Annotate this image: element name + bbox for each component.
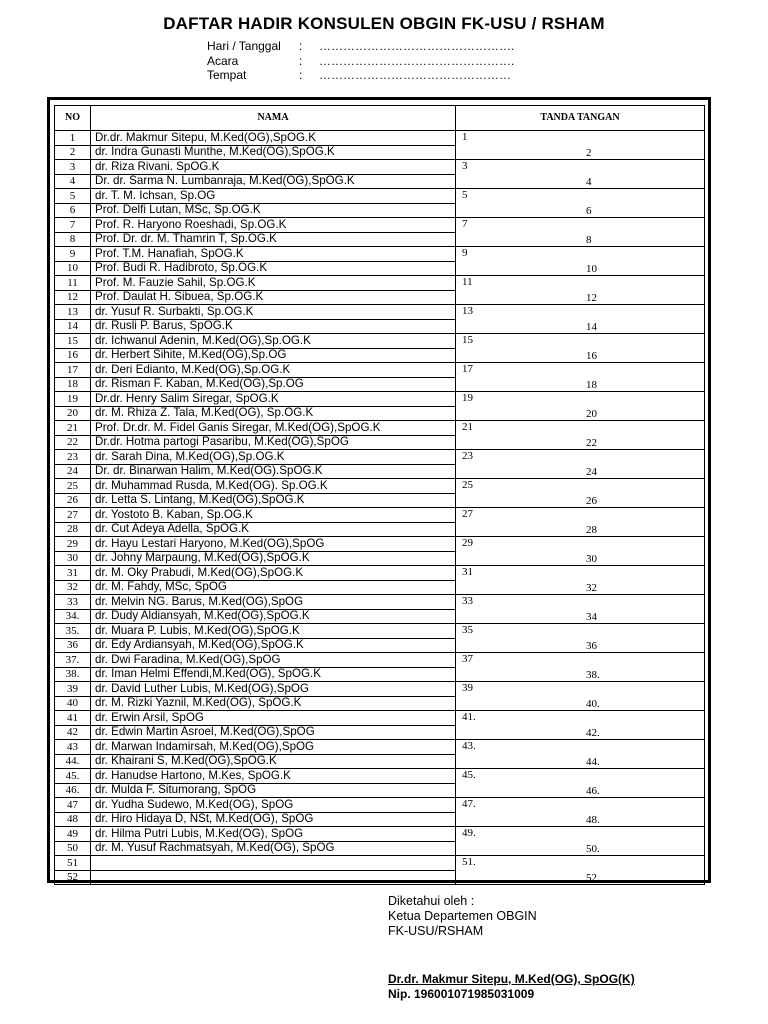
- meta-dots: ………………………………………….: [319, 53, 515, 68]
- row-number: 12: [55, 290, 91, 305]
- row-name: dr. Hilma Putri Lubis, M.Ked(OG), SpOG: [91, 827, 456, 842]
- signature-cell[interactable]: [456, 189, 705, 218]
- signature-slot-number: 18: [586, 379, 597, 391]
- signature-slot-number: 51.: [462, 856, 476, 868]
- signature-slot-number: 28: [586, 524, 597, 536]
- table-row: [55, 479, 705, 494]
- row-name: dr. David Luther Lubis, M.Ked(OG),SpOG: [91, 682, 456, 697]
- row-name: dr. Riza Rivani. SpOG.K: [91, 160, 456, 175]
- table-row: [55, 740, 705, 755]
- row-number: 43: [55, 740, 91, 755]
- table-row: [55, 160, 705, 175]
- signature-slot-number: 32: [586, 582, 597, 594]
- signature-cell[interactable]: [456, 653, 705, 682]
- row-number: 34.: [55, 609, 91, 624]
- signature-cell[interactable]: [456, 305, 705, 334]
- header-tanda-tangan: TANDA TANGAN: [456, 106, 705, 131]
- table-row: [55, 827, 705, 842]
- row-number: 31: [55, 566, 91, 581]
- acknowledgement-block: [388, 894, 537, 939]
- row-name: dr. Melvin NG. Barus, M.Ked(OG),SpOG: [91, 595, 456, 610]
- row-number: 35.: [55, 624, 91, 639]
- row-name: dr. Letta S. Lintang, M.Ked(OG),SpOG.K: [91, 493, 456, 508]
- signature-slot-number: 8: [586, 234, 592, 246]
- signature-cell[interactable]: [456, 247, 705, 276]
- signature-cell[interactable]: [456, 276, 705, 305]
- row-number: 30: [55, 551, 91, 566]
- signature-slot-number: 11: [462, 276, 473, 288]
- row-number: 28: [55, 522, 91, 537]
- row-number: 44.: [55, 754, 91, 769]
- table-row: [55, 247, 705, 262]
- signature-cell[interactable]: [456, 218, 705, 247]
- row-number: 15: [55, 334, 91, 349]
- row-number: 41: [55, 711, 91, 726]
- signature-slot-number: 29: [462, 537, 473, 549]
- row-number: 38.: [55, 667, 91, 682]
- signature-cell[interactable]: [456, 421, 705, 450]
- row-name: dr. Rusli P. Barus, SpOG.K: [91, 319, 456, 334]
- signature-slot-number: 21: [462, 421, 473, 433]
- signature-slot-number: 34: [586, 611, 597, 623]
- row-name: Dr.dr. Makmur Sitepu, M.Ked(OG),SpOG.K: [91, 131, 456, 146]
- signature-slot-number: 49.: [462, 827, 476, 839]
- institution-name: FK-USU/RSHAM: [388, 924, 484, 938]
- table-row: [55, 595, 705, 610]
- meta-dots: ………………………………………….: [319, 39, 515, 53]
- row-number: 22: [55, 435, 91, 450]
- signature-cell[interactable]: [456, 537, 705, 566]
- row-name: dr. Deri Edianto, M.Ked(OG),Sp.OG.K: [91, 363, 456, 378]
- row-name: Prof. R. Haryono Roeshadi, Sp.OG.K: [91, 218, 456, 233]
- row-number: 36: [55, 638, 91, 653]
- meta-row-event: [207, 54, 514, 69]
- row-number: 39: [55, 682, 91, 697]
- row-number: 26: [55, 493, 91, 508]
- table-row: [55, 566, 705, 581]
- row-number: 10: [55, 261, 91, 276]
- row-number: 24: [55, 464, 91, 479]
- row-number: 20: [55, 406, 91, 421]
- row-name: Prof. Delfi Lutan, MSc, Sp.OG.K: [91, 203, 456, 218]
- row-name: Prof. Dr. dr. M. Thamrin T, Sp.OG.K: [91, 232, 456, 247]
- attendance-table-frame: [47, 97, 711, 883]
- table-row: [55, 537, 705, 552]
- row-number: 19: [55, 392, 91, 407]
- signature-slot-number: 23: [462, 450, 473, 462]
- row-number: 21: [55, 421, 91, 436]
- row-name: dr. M. Yusuf Rachmatsyah, M.Ked(OG), SpOG: [91, 841, 456, 856]
- row-number: 29: [55, 537, 91, 552]
- signature-slot-number: 36: [586, 640, 597, 652]
- signature-slot-number: 5: [462, 189, 468, 201]
- row-number: 2: [55, 145, 91, 160]
- row-number: 46.: [55, 783, 91, 798]
- header-nama: NAMA: [91, 106, 456, 131]
- meta-row-date: [207, 39, 514, 54]
- row-number: 33: [55, 595, 91, 610]
- meta-label: Acara: [207, 53, 239, 68]
- table-row: [55, 450, 705, 465]
- signature-cell[interactable]: [456, 711, 705, 740]
- table-header-row: [55, 106, 705, 131]
- row-number: 13: [55, 305, 91, 320]
- row-number: 52: [55, 870, 91, 885]
- row-name: dr. M. Oky Prabudi, M.Ked(OG),SpOG.K: [91, 566, 456, 581]
- table-row: [55, 856, 705, 871]
- signature-slot-number: 24: [586, 466, 597, 478]
- signature-slot-number: 3: [462, 160, 468, 172]
- row-name: Dr. dr. Sarma N. Lumbanraja, M.Ked(OG),SpOG.K: [91, 174, 456, 189]
- meta-row-place: [207, 68, 514, 83]
- row-name: dr. Herbert Sihite, M.Ked(OG),Sp.OG: [91, 348, 456, 363]
- signature-slot-number: 20: [586, 408, 597, 420]
- table-row: [55, 363, 705, 378]
- signature-slot-number: 1: [462, 131, 468, 143]
- signature-slot-number: 10: [586, 263, 597, 275]
- attendance-table: [54, 105, 705, 885]
- row-name: dr. Risman F. Kaban, M.Ked(OG),Sp.OG: [91, 377, 456, 392]
- signature-slot-number: 41.: [462, 711, 476, 723]
- row-number: 25: [55, 479, 91, 494]
- signature-slot-number: 46.: [586, 785, 600, 797]
- row-name: dr. Hiro Hidaya D, NSt, M.Ked(OG), SpOG: [91, 812, 456, 827]
- signature-cell[interactable]: [456, 740, 705, 769]
- row-name: dr. Marwan Indamirsah, M.Ked(OG),SpOG: [91, 740, 456, 755]
- table-row: [55, 334, 705, 349]
- signature-cell[interactable]: [456, 682, 705, 711]
- document-title: DAFTAR HADIR KONSULEN OBGIN FK-USU / RSHAM: [163, 14, 605, 33]
- signature-slot-number: 42.: [586, 727, 600, 739]
- signature-slot-number: 2: [586, 147, 592, 159]
- signature-cell[interactable]: [456, 131, 705, 160]
- signature-slot-number: 52.: [586, 872, 600, 884]
- row-name: dr. T. M. Ichsan, Sp.OG: [91, 189, 456, 204]
- row-name: dr. Muara P. Lubis, M.Ked(OG),SpOG.K: [91, 624, 456, 639]
- signature-cell[interactable]: [456, 160, 705, 189]
- signature-cell[interactable]: [456, 624, 705, 653]
- row-number: 4: [55, 174, 91, 189]
- signature-slot-number: 9: [462, 247, 468, 259]
- row-number: 27: [55, 508, 91, 523]
- table-row: [55, 798, 705, 813]
- row-name: dr. Yostoto B. Kaban, Sp.OG.K: [91, 508, 456, 523]
- signature-slot-number: 6: [586, 205, 592, 217]
- signature-slot-number: 14: [586, 321, 597, 333]
- signature-slot-number: 26: [586, 495, 597, 507]
- signature-slot-number: 33: [462, 595, 473, 607]
- signature-cell[interactable]: [456, 798, 705, 827]
- row-number: 6: [55, 203, 91, 218]
- row-name: Dr. dr. Binarwan Halim, M.Ked(OG).SpOG.K: [91, 464, 456, 479]
- signature-slot-number: 37: [462, 653, 473, 665]
- row-number: 16: [55, 348, 91, 363]
- signature-slot-number: 45.: [462, 769, 476, 781]
- table-row: [55, 624, 705, 639]
- signature-slot-number: 39: [462, 682, 473, 694]
- signature-slot-number: 35: [462, 624, 473, 636]
- row-number: 40: [55, 696, 91, 711]
- table-row: [55, 769, 705, 784]
- row-number: 7: [55, 218, 91, 233]
- table-row: [55, 131, 705, 146]
- row-number: 42: [55, 725, 91, 740]
- row-number: 5: [55, 189, 91, 204]
- row-name: dr. Edwin Martin Asroel, M.Ked(OG),SpOG: [91, 725, 456, 740]
- signature-slot-number: 4: [586, 176, 592, 188]
- signature-cell[interactable]: [456, 479, 705, 508]
- signature-cell[interactable]: [456, 566, 705, 595]
- signature-slot-number: 31: [462, 566, 473, 578]
- row-name: dr. M. Fahdy, MSc, SpOG: [91, 580, 456, 595]
- row-name: Prof. Daulat H. Sibuea, Sp.OG.K: [91, 290, 456, 305]
- row-name: Prof. M. Fauzie Sahil, Sp.OG.K: [91, 276, 456, 291]
- table-row: [55, 305, 705, 320]
- signature-slot-number: 30: [586, 553, 597, 565]
- header-no: NO: [55, 106, 91, 131]
- signature-slot-number: 43.: [462, 740, 476, 752]
- row-name: Prof. T.M. Hanafiah, SpOG.K: [91, 247, 456, 262]
- meta-label: Hari / Tanggal: [207, 39, 281, 53]
- signature-cell[interactable]: [456, 450, 705, 479]
- table-row: [55, 682, 705, 697]
- row-number: 3: [55, 160, 91, 175]
- row-name: dr. Mulda F. Situmorang, SpOG: [91, 783, 456, 798]
- row-name: dr. Khairani S, M.Ked(OG),SpOG.K: [91, 754, 456, 769]
- signature-cell[interactable]: [456, 769, 705, 798]
- signature-slot-number: 15: [462, 334, 473, 346]
- meta-colon: :: [299, 39, 303, 53]
- row-name: dr. Hanudse Hartono, M.Kes, SpOG.K: [91, 769, 456, 784]
- row-name: dr. Sarah Dina, M.Ked(OG),Sp.OG.K: [91, 450, 456, 465]
- signature-slot-number: 48.: [586, 814, 600, 826]
- row-name: dr. Johny Marpaung, M.Ked(OG),SpOG.K: [91, 551, 456, 566]
- signature-slot-number: 50.: [586, 843, 600, 855]
- row-name: dr. Erwin Arsil, SpOG: [91, 711, 456, 726]
- signatory-nip: Nip. 196001071985031009: [388, 987, 535, 1001]
- row-name: Dr.dr. Hotma partogi Pasaribu, M.Ked(OG),SpOG: [91, 435, 456, 450]
- signature-slot-number: 27: [462, 508, 473, 520]
- row-name: dr. Yudha Sudewo, M.Ked(OG), SpOG: [91, 798, 456, 813]
- row-number: 45.: [55, 769, 91, 784]
- row-number: 8: [55, 232, 91, 247]
- meta-label: Tempat: [207, 68, 247, 82]
- meta-block: [207, 39, 514, 83]
- signature-slot-number: 47.: [462, 798, 476, 810]
- row-number: 17: [55, 363, 91, 378]
- table-row: [55, 508, 705, 523]
- row-name: dr. Dwi Faradina, M.Ked(OG),SpOG: [91, 653, 456, 668]
- table-row: [55, 218, 705, 233]
- table-row: [55, 189, 705, 204]
- row-number: 51: [55, 856, 91, 871]
- row-number: 50: [55, 841, 91, 856]
- row-name: dr. Edy Ardiansyah, M.Ked(OG),SpOG.K: [91, 638, 456, 653]
- signature-slot-number: 13: [462, 305, 473, 317]
- signatory-name: Dr.dr. Makmur Sitepu, M.Ked(OG), SpOG(K): [388, 972, 635, 986]
- row-number: 18: [55, 377, 91, 392]
- row-name: dr. Hayu Lestari Haryono, M.Ked(OG),SpOG: [91, 537, 456, 552]
- signature-cell[interactable]: [456, 595, 705, 624]
- signature-slot-number: 17: [462, 363, 473, 375]
- signature-slot-number: 44.: [586, 756, 600, 768]
- signature-cell[interactable]: [456, 856, 705, 885]
- table-row: [55, 276, 705, 291]
- table-row: [55, 711, 705, 726]
- signature-cell[interactable]: [456, 334, 705, 363]
- signature-slot-number: 12: [586, 292, 597, 304]
- table-row: [55, 653, 705, 668]
- table-row: [55, 421, 705, 436]
- signature-cell[interactable]: [456, 363, 705, 392]
- row-name: dr. Cut Adeya Adella, SpOG.K: [91, 522, 456, 537]
- table-row: [55, 392, 705, 407]
- row-name: Prof. Budi R. Hadibroto, Sp.OG.K: [91, 261, 456, 276]
- row-number: 11: [55, 276, 91, 291]
- row-name: Prof. Dr.dr. M. Fidel Ganis Siregar, M.Ked(OG),SpOG.K: [91, 421, 456, 436]
- signature-cell[interactable]: [456, 392, 705, 421]
- row-number: 32: [55, 580, 91, 595]
- row-number: 37.: [55, 653, 91, 668]
- signature-cell[interactable]: [456, 827, 705, 856]
- meta-dots: …………………………………………: [319, 68, 511, 82]
- signature-slot-number: 22: [586, 437, 597, 449]
- row-name: dr. M. Rizki Yaznil, M.Ked(OG), SpOG.K: [91, 696, 456, 711]
- signature-slot-number: 40.: [586, 698, 600, 710]
- row-number: 49: [55, 827, 91, 842]
- row-name: dr. Indra Gunasti Munthe, M.Ked(OG),SpOG.K: [91, 145, 456, 160]
- signature-slot-number: 38.: [586, 669, 600, 681]
- signature-cell[interactable]: [456, 508, 705, 537]
- row-number: 47: [55, 798, 91, 813]
- row-name: dr. Muhammad Rusda, M.Ked(OG). Sp.OG.K: [91, 479, 456, 494]
- row-number: 23: [55, 450, 91, 465]
- row-name: Dr.dr. Henry Salim Siregar, SpOG.K: [91, 392, 456, 407]
- meta-colon: :: [299, 53, 303, 68]
- row-name: dr. Ichwanul Adenin, M.Ked(OG),Sp.OG.K: [91, 334, 456, 349]
- row-number: 48: [55, 812, 91, 827]
- meta-colon: :: [299, 68, 303, 82]
- department-head-title: Ketua Departemen OBGIN: [388, 909, 537, 923]
- row-name: dr. Yusuf R. Surbakti, Sp.OG.K: [91, 305, 456, 320]
- table-body: [55, 131, 705, 885]
- row-name: [91, 856, 456, 871]
- signature-slot-number: 19: [462, 392, 473, 404]
- acknowledged-by-label: Diketahui oleh :: [388, 894, 475, 908]
- row-number: 14: [55, 319, 91, 334]
- row-name: dr. Dudy Aldiansyah, M.Ked(OG),SpOG.K: [91, 609, 456, 624]
- signature-slot-number: 25: [462, 479, 473, 491]
- row-name: [91, 870, 456, 885]
- row-name: dr. Iman Helmi Effendi,M.Ked(OG), SpOG.K: [91, 667, 456, 682]
- signature-slot-number: 7: [462, 218, 468, 230]
- signatory-block: [388, 972, 635, 1002]
- row-number: 9: [55, 247, 91, 262]
- row-number: 1: [55, 131, 91, 146]
- row-name: dr. M. Rhiza Z. Tala, M.Ked(OG), Sp.OG.K: [91, 406, 456, 421]
- signature-slot-number: 16: [586, 350, 597, 362]
